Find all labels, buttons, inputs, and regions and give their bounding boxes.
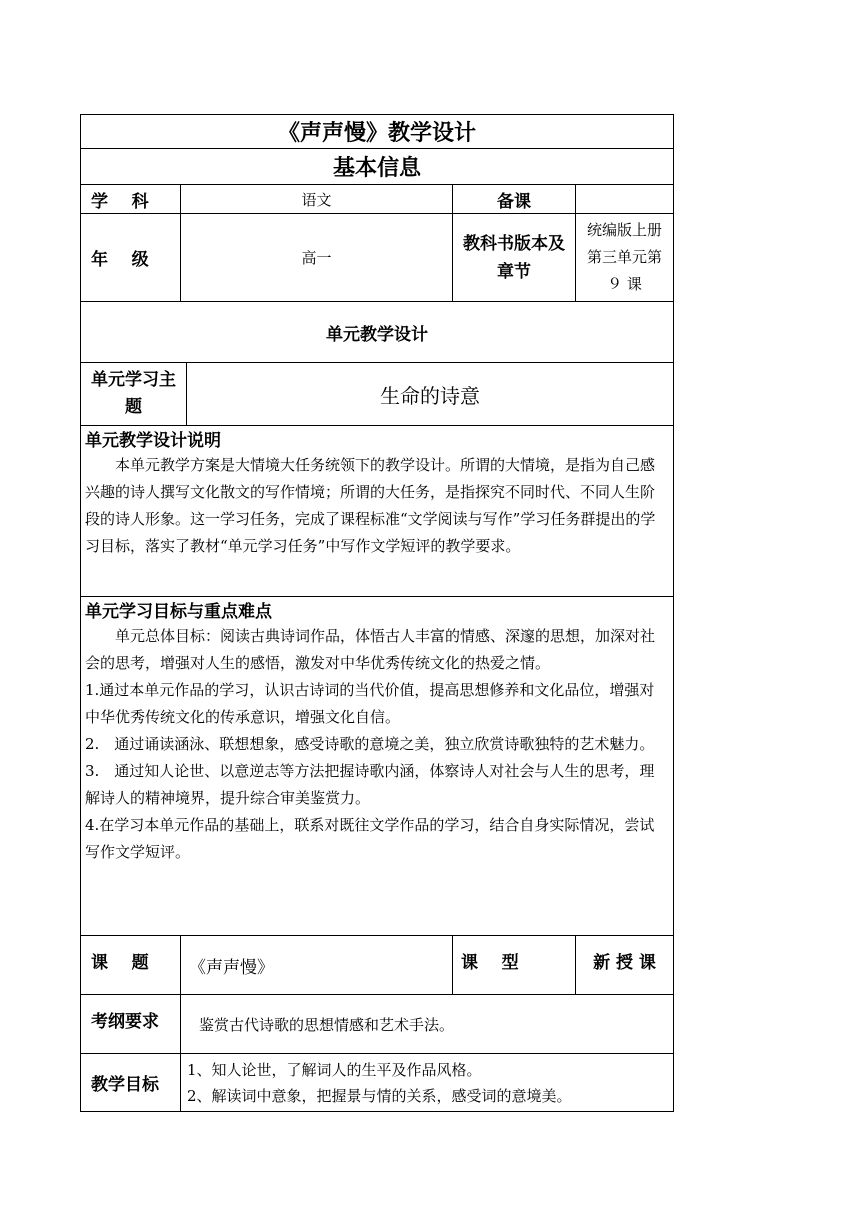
- textbook-value: 统编版上册第三单元第９ 课: [586, 221, 662, 293]
- lesson-row: [80, 936, 674, 995]
- doc-title-row: [80, 114, 674, 149]
- subject-row: [80, 185, 674, 214]
- subject-label: 学 科: [91, 191, 149, 212]
- objectives-label: 教学目标: [91, 1075, 159, 1095]
- objectives-value-cell: [181, 1054, 673, 1111]
- grade-row: [80, 214, 674, 302]
- exam-row: [80, 995, 674, 1054]
- unit-goals-heading: 单元学习目标与重点难点: [85, 602, 272, 622]
- exam-label-cell: [81, 995, 181, 1053]
- textbook-label-cell: [453, 214, 576, 301]
- lesson-plan-table: [80, 114, 674, 1112]
- unit-theme-label-cell: [81, 363, 187, 425]
- grade-label-cell: [81, 214, 181, 301]
- prep-label: 备课: [497, 191, 531, 212]
- doc-title: 《声声慢》教学设计: [277, 121, 476, 146]
- prep-label-cell: [453, 185, 576, 213]
- unit-goals-block: [80, 597, 674, 936]
- unit-theme-label: 单元学习主题: [91, 370, 176, 417]
- subject-value-cell: [181, 185, 453, 213]
- exam-value-cell: [181, 995, 673, 1053]
- goal-item-4: 4.在学习本单元作品的基础上，联系对既往文学作品的学习，结合自身实际情况，尝试写作文学短评。: [85, 816, 655, 861]
- textbook-value-cell: [576, 214, 673, 301]
- basic-info-row: [80, 149, 674, 185]
- grade-label: 年 级: [91, 250, 149, 270]
- grade-value-cell: [181, 214, 453, 301]
- objectives-label-cell: [81, 1054, 181, 1111]
- lesson-value-cell: [181, 936, 453, 994]
- type-value: 新 授 课: [593, 953, 656, 973]
- unit-goals-overall: 单元总体目标：阅读古典诗词作品，体悟古人丰富的情感、深邃的思想，加深对社会的思考，增强对人生的感悟，激发对中华优秀传统文化的热爱之情。: [85, 627, 656, 672]
- lesson-label: 课 题: [91, 953, 149, 973]
- prep-value-cell: [576, 185, 673, 213]
- type-label-cell: [453, 936, 576, 994]
- grade-value: 高一: [301, 249, 332, 267]
- subject-label-cell: [81, 185, 181, 213]
- unit-theme-value: 生命的诗意: [380, 383, 480, 408]
- subject-value: 语文: [301, 190, 332, 209]
- objective-item-2: 2、解读词中意象，把握景与情的关系，感受词的意境美。: [187, 1087, 572, 1105]
- goal-item-1: 1.通过本单元作品的学习，认识古诗词的当代价值，提高思想修养和文化品位，增强对中华优秀传统文化的传承意识，增强文化自信。: [85, 681, 655, 726]
- goal-item-3: 3. 通过知人论世、以意逆志等方法把握诗歌内涵，体察诗人对社会与人生的思考，理解诗人的精神境界，提升综合审美鉴赏力。: [85, 762, 655, 807]
- objective-item-1: 1、知人论世，了解词人的生平及作品风格。: [187, 1061, 482, 1079]
- basic-info-heading: 基本信息: [332, 156, 421, 181]
- exam-label: 考纲要求: [91, 1012, 159, 1032]
- goal-item-2: 2. 通过诵读涵泳、联想想象，感受诗歌的意境之美，独立欣赏诗歌独特的艺术魅力。: [85, 735, 655, 753]
- type-label: 课 型: [461, 953, 519, 973]
- lesson-label-cell: [81, 936, 181, 994]
- unit-design-row: [80, 302, 674, 363]
- objectives-row: [80, 1054, 674, 1112]
- textbook-label: 教科书版本及章节: [463, 233, 565, 282]
- exam-value: 鉴赏古代诗歌的思想情感和艺术手法。: [199, 1015, 455, 1034]
- unit-theme-row: [80, 363, 674, 426]
- unit-theme-value-cell: [187, 363, 673, 425]
- type-value-cell: [576, 936, 673, 994]
- lesson-value: 《声声慢》: [189, 957, 274, 978]
- unit-desc-block: [80, 426, 674, 597]
- unit-desc-text: 本单元教学方案是大情境大任务统领下的教学设计。所谓的大情境，是指为自己感兴趣的诗人撰写文化散文的写作情境；所谓的大任务，是指探究不同时代、不同人生阶段的诗人形象。这一学习任务，完成了课程标准“文学阅读与写作”学习任务群提出的学习目标，落实了教材“单元学习任务”中写作文学短评的教学要求。: [85, 456, 656, 555]
- unit-design-heading: 单元教学设计: [326, 324, 428, 345]
- unit-desc-heading: 单元教学设计说明: [85, 431, 221, 451]
